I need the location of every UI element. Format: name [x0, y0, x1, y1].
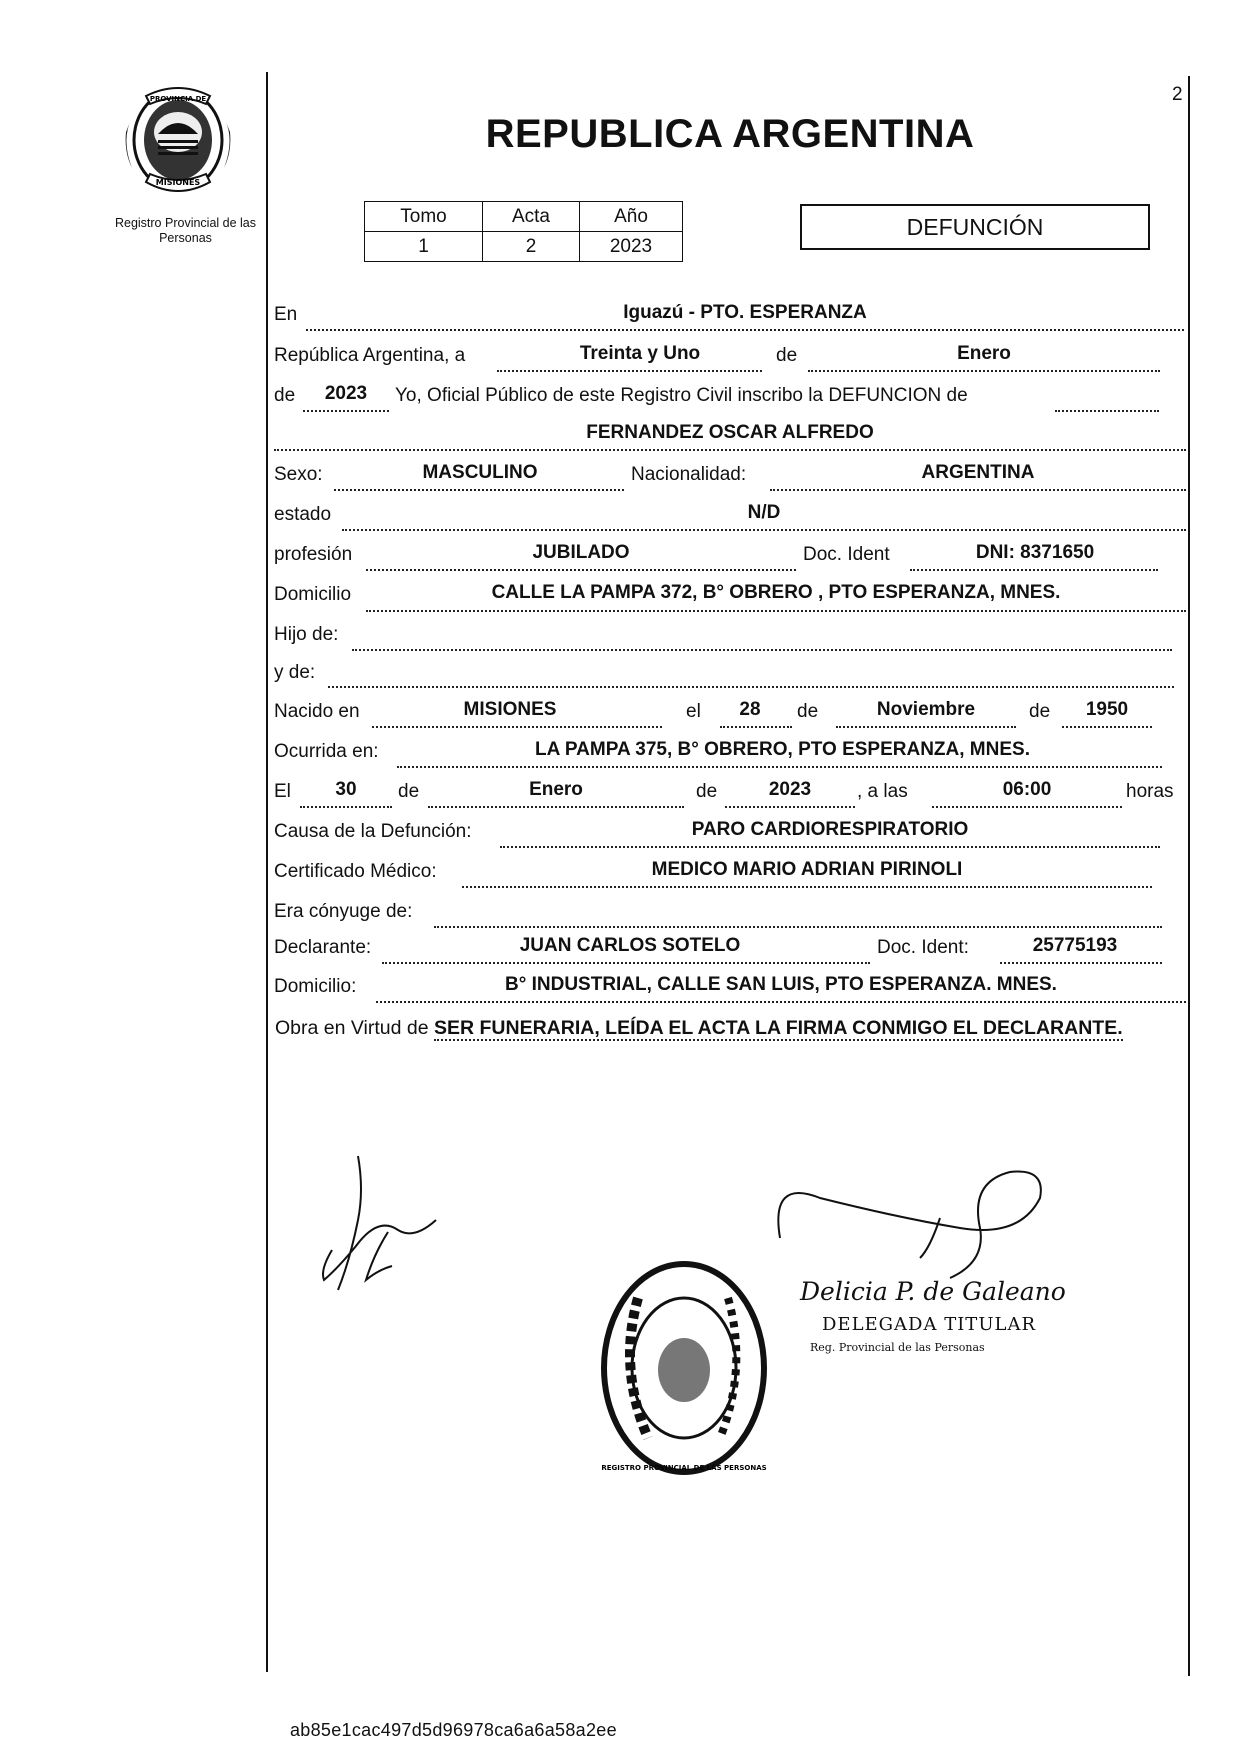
official-office: Reg. Provincial de las Personas	[810, 1341, 985, 1354]
de-label-6: de	[696, 781, 718, 802]
nacido-line	[372, 726, 662, 728]
doc-ident-value: DNI: 8371650	[975, 542, 1095, 563]
obra-paragraph	[275, 1013, 1189, 1043]
nacionalidad-value: ARGENTINA	[921, 462, 1035, 483]
registry-name: Registro Provincial de las Personas	[114, 216, 257, 245]
profesion-value: JUBILADO	[532, 542, 630, 563]
official-signature	[760, 1158, 1060, 1288]
month-line	[808, 370, 1160, 372]
day-words-value: Treinta y Uno	[579, 343, 701, 364]
registry-stamp	[598, 1258, 770, 1478]
estado-label: estado	[274, 504, 332, 525]
doc2-label: Doc. Ident:	[877, 937, 969, 958]
right-margin-line	[1188, 76, 1190, 1676]
republica-label: República Argentina, a	[274, 345, 466, 366]
en-value: Iguazú - PTO. ESPERANZA	[623, 302, 867, 323]
birth-year-line	[1062, 726, 1152, 728]
domicilio2-line	[376, 1001, 1186, 1003]
hijo-label: Hijo de:	[274, 624, 339, 645]
document-type-box: DEFUNCIÓN	[800, 204, 1150, 250]
left-margin-line	[266, 72, 268, 1672]
death-time: 06:00	[1002, 779, 1052, 800]
document-hash: ab85e1cac497d5d96978ca6a6a58a2ee	[290, 1720, 617, 1740]
estado-line	[342, 529, 1186, 531]
record-header-anio: Año	[580, 202, 683, 232]
record-value-tomo: 1	[365, 232, 483, 262]
official-name: Delicia P. de Galeano	[800, 1277, 1066, 1306]
year-value: 2023	[324, 383, 368, 404]
causa-label: Causa de la Defunción:	[274, 821, 472, 842]
death-month: Enero	[529, 779, 583, 800]
death-year: 2023	[768, 779, 812, 800]
record-header-tomo: Tomo	[365, 202, 483, 232]
declarante-line	[382, 962, 870, 964]
ocurrida-line	[397, 766, 1162, 768]
record-value-anio: 2023	[580, 232, 683, 262]
profesion-line	[366, 569, 796, 571]
birth-year: 1950	[1085, 699, 1129, 720]
sexo-value: MASCULINO	[422, 462, 538, 483]
declarante-value: JUAN CARLOS SOTELO	[519, 935, 741, 956]
el2-label: El	[274, 781, 291, 802]
conyuge-line	[434, 926, 1162, 928]
record-header-acta: Acta	[483, 202, 580, 232]
birth-month-line	[836, 726, 1016, 728]
horas-label: horas	[1126, 781, 1174, 802]
oficial-tail-line	[1055, 410, 1159, 412]
birth-day: 28	[739, 699, 761, 720]
ocurrida-label: Ocurrida en:	[274, 741, 379, 762]
hijo-line	[352, 649, 1172, 651]
nacido-label: Nacido en	[274, 701, 360, 722]
en-line	[306, 329, 1184, 331]
record-table	[364, 201, 683, 262]
record-value-acta: 2	[483, 232, 580, 262]
causa-value: PARO CARDIORESPIRATORIO	[691, 819, 969, 840]
domicilio-line	[366, 610, 1186, 612]
death-day: 30	[335, 779, 357, 800]
yde-line	[328, 686, 1174, 688]
province-logo	[118, 82, 238, 200]
record-value-row	[365, 232, 683, 262]
de-label-1: de	[776, 345, 798, 366]
estado-value: N/D	[747, 502, 781, 523]
nacionalidad-label: Nacionalidad:	[631, 464, 747, 485]
logo-text-bottom: MISIONES	[155, 178, 201, 187]
doc2-line	[1000, 962, 1162, 964]
doc-ident-line	[910, 569, 1158, 571]
record-header-row	[365, 202, 683, 232]
de-label-5: de	[398, 781, 420, 802]
el-label: el	[686, 701, 701, 722]
obra-value: SER FUNERARIA, LEÍDA EL ACTA LA FIRMA CONMIGO EL DECLARANTE.	[434, 1017, 1123, 1039]
domicilio-label: Domicilio	[274, 584, 352, 605]
deceased-name: FERNANDEZ OSCAR ALFREDO	[586, 422, 874, 443]
yde-label: y de:	[274, 662, 316, 683]
doc2-value: 25775193	[1032, 935, 1118, 956]
de-label-2: de	[274, 385, 296, 406]
obra-label: Obra en Virtud de	[275, 1017, 429, 1039]
ocurrida-value: LA PAMPA 375, B° OBRERO, PTO ESPERANZA, MNES.	[535, 739, 1030, 760]
nacionalidad-line	[770, 489, 1186, 491]
month-value: Enero	[957, 343, 1011, 364]
de-label-4: de	[1029, 701, 1051, 722]
en-label: En	[274, 304, 298, 325]
profesion-label: profesión	[274, 544, 353, 565]
nacido-place: MISIONES	[463, 699, 557, 720]
year-line	[303, 410, 389, 412]
doc-ident-label: Doc. Ident	[803, 544, 890, 565]
alas-label: , a las	[857, 781, 908, 802]
conyuge-label: Era cónyuge de:	[274, 901, 413, 922]
oficial-text: Yo, Oficial Público de este Registro Civil inscribo la DEFUNCION de	[395, 385, 968, 406]
sexo-line	[334, 489, 624, 491]
domicilio2-value: B° INDUSTRIAL, CALLE SAN LUIS, PTO ESPERANZA. MNES.	[505, 974, 1057, 995]
domicilio2-label: Domicilio:	[274, 976, 357, 997]
causa-line	[500, 846, 1160, 848]
certificado-line	[462, 886, 1152, 888]
death-month-line	[428, 806, 684, 808]
name-line	[274, 449, 1186, 451]
certificado-value: MEDICO MARIO ADRIAN PIRINOLI	[651, 859, 963, 880]
country-title: REPUBLICA ARGENTINA	[485, 112, 975, 156]
death-time-line	[932, 806, 1122, 808]
sexo-label: Sexo:	[274, 464, 323, 485]
death-year-line	[725, 806, 855, 808]
declarant-signature	[318, 1150, 448, 1310]
birth-month: Noviembre	[876, 699, 976, 720]
declarante-label: Declarante:	[274, 937, 372, 958]
stamp-text: REGISTRO PROVINCIAL DE LAS PERSONAS	[601, 1464, 767, 1472]
logo-text-top: PROVINCIA DE	[149, 95, 207, 103]
domicilio-value: CALLE LA PAMPA 372, B° OBRERO , PTO ESPERANZA, MNES.	[491, 582, 1061, 603]
official-title: DELEGADA TITULAR	[822, 1314, 1036, 1335]
de-label-3: de	[797, 701, 819, 722]
day-words-line	[497, 370, 762, 372]
birth-day-line	[720, 726, 792, 728]
certificado-label: Certificado Médico:	[274, 861, 437, 882]
death-day-line	[300, 806, 392, 808]
page-number: 2	[1172, 84, 1183, 105]
